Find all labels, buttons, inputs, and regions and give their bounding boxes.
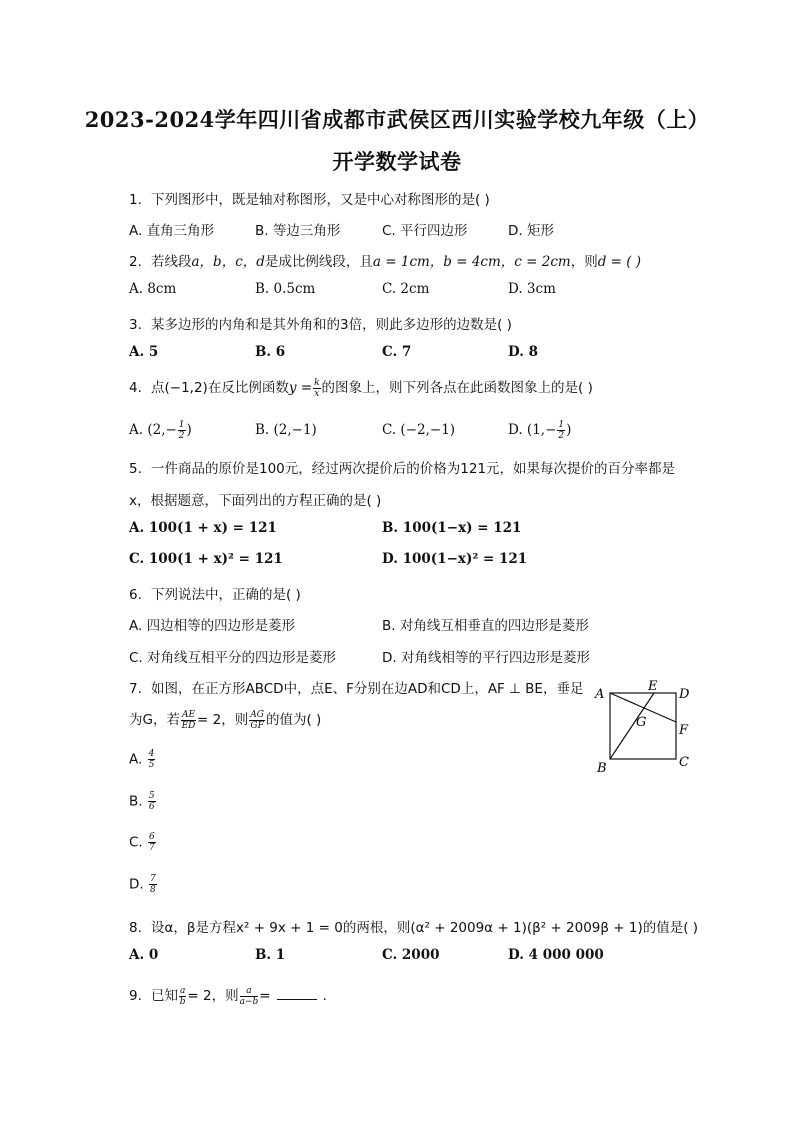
- question-text-line1: 一件商品的原价是100元，经过两次提价后的价格为121元，如果每次提价的百分率都是: [151, 461, 676, 477]
- question-text: 某多边形的内角和是其外角和的3倍，则此多边形的边数是( ): [151, 317, 512, 333]
- question-text-mid: 是成比例线段，且: [264, 254, 373, 270]
- q6-option-c[interactable]: C. 对角线互相平分的四边形是菱形: [129, 650, 337, 666]
- question-7-line2: 为G，若 $\frac{AE}{ED}$ = 2，则 $\frac{AG}{GF}$ 的值为( ): [129, 709, 322, 731]
- q7-option-a[interactable]: A. $\frac{4}{5}$: [129, 749, 155, 770]
- question-number: 8.: [129, 920, 142, 936]
- question-text-line1: 如图，在正方形ABCD中，点E、F分别在边AD和CD上，AF ⊥ BE，垂足: [151, 681, 584, 697]
- fraction-a-over-a-minus-b: $\frac{a}{a-b}$: [239, 985, 259, 1007]
- q2-option-c[interactable]: C. 2cm: [382, 281, 430, 297]
- q1-option-c[interactable]: C. 平行四边形: [382, 223, 468, 239]
- q7-option-b[interactable]: B. $\frac{5}{6}$: [129, 791, 155, 812]
- q1-option-d[interactable]: D. 矩形: [508, 223, 554, 239]
- question-6: [129, 583, 301, 603]
- question-text-post: 的图象上，则下列各点在此函数图象上的是( ): [321, 380, 593, 396]
- q3-option-c[interactable]: C. 7: [382, 344, 412, 360]
- q5-option-d[interactable]: D. 100(1−x)² = 121: [382, 551, 528, 567]
- q5-option-c[interactable]: C. 100(1 + x)² = 121: [129, 551, 283, 567]
- question-number: 3.: [129, 317, 142, 333]
- q8-option-b[interactable]: B. 1: [255, 947, 286, 963]
- q2-option-b[interactable]: B. 0.5cm: [255, 281, 316, 297]
- fraction-k-over-x: $\frac{k}{x}$: [314, 377, 320, 399]
- question-text-post: ，则: [570, 254, 598, 270]
- function-expression: y =: [288, 380, 313, 396]
- q6-option-b[interactable]: B. 对角线互相垂直的四边形是菱形: [382, 618, 589, 634]
- q8-option-a[interactable]: A. 0: [129, 947, 159, 963]
- question-number: 1.: [129, 192, 142, 208]
- question-text: 设α，β是方程x² + 9x + 1 = 0的两根，则(α² + 2009α + 1)(β² + 2009β + 1)的值是( ): [151, 920, 699, 936]
- question-number: 9.: [129, 988, 142, 1004]
- q4-option-a[interactable]: A. (2,− $\frac{1}{2}$ ): [129, 420, 192, 441]
- exam-title-line1: 2023-2024学年四川省成都市武侯区西川实验学校九年级（上）: [84, 107, 710, 132]
- question-vars: a，b，c，d: [191, 254, 265, 270]
- label-d: D: [679, 687, 690, 702]
- q5-option-a[interactable]: A. 100(1 + x) = 121: [129, 520, 277, 536]
- q4-option-b[interactable]: B. (2,−1): [255, 422, 317, 438]
- question-ask: d = ( ): [597, 254, 642, 270]
- label-g: G: [636, 715, 647, 730]
- q6-option-a[interactable]: A. 四边相等的四边形是菱形: [129, 618, 296, 634]
- q8-option-d[interactable]: D. 4 000 000: [508, 947, 604, 963]
- q7-option-d[interactable]: D. $\frac{7}{8}$: [129, 874, 156, 895]
- q4-option-c[interactable]: C. (−2,−1): [382, 422, 456, 438]
- label-f: F: [679, 723, 689, 738]
- label-c: C: [679, 755, 689, 770]
- question-9: 9. 已知 $\frac{a}{b}$ = 2，则 $\frac{a}{a-b}$ = .: [129, 985, 327, 1007]
- q2-option-a[interactable]: A. 8cm: [129, 281, 177, 297]
- q7-option-c[interactable]: C. $\frac{6}{7}$: [129, 832, 155, 853]
- question-4: [129, 376, 593, 399]
- square-abcd-figure: [590, 680, 720, 780]
- question-7: [129, 677, 583, 697]
- question-text-pre: 点(−1,2)在反比例函数: [151, 380, 289, 396]
- fraction-a-over-b: $\frac{a}{b}$: [179, 985, 186, 1007]
- question-number: 4.: [129, 380, 142, 396]
- question-text: 下列图形中，既是轴对称图形，又是中心对称图形的是( ): [151, 192, 490, 208]
- exam-title-line2: 开学数学试卷: [332, 149, 462, 174]
- question-text-pre: 若线段: [151, 254, 192, 270]
- fraction-ae-ed: $\frac{AE}{ED}$: [181, 709, 196, 731]
- question-number: 7.: [129, 681, 142, 697]
- fraction-ag-gf: $\frac{AG}{GF}$: [250, 709, 264, 731]
- question-2: [129, 250, 641, 270]
- question-number: 2.: [129, 254, 142, 270]
- q1-option-b[interactable]: B. 等边三角形: [255, 223, 341, 239]
- label-a: A: [595, 687, 605, 702]
- question-text: 下列说法中，正确的是( ): [151, 587, 301, 603]
- q2-option-d[interactable]: D. 3cm: [508, 281, 556, 297]
- label-e: E: [648, 680, 658, 694]
- q3-option-a[interactable]: A. 5: [129, 344, 159, 360]
- question-8: [129, 916, 698, 936]
- question-number: 5.: [129, 461, 142, 477]
- question-1: [129, 188, 490, 208]
- q4-option-d[interactable]: D. (1,− $\frac{1}{2}$ ): [508, 420, 572, 441]
- q8-option-c[interactable]: C. 2000: [382, 947, 440, 963]
- q3-option-b[interactable]: B. 6: [255, 344, 286, 360]
- question-number: 6.: [129, 587, 142, 603]
- q5-option-b[interactable]: B. 100(1−x) = 121: [382, 520, 522, 536]
- question-5: [129, 457, 675, 477]
- q1-option-a[interactable]: A. 直角三角形: [129, 223, 215, 239]
- q6-option-d[interactable]: D. 对角线相等的平行四边形是菱形: [382, 650, 590, 666]
- label-b: B: [597, 761, 607, 776]
- q3-option-d[interactable]: D. 8: [508, 344, 539, 360]
- answer-blank[interactable]: [277, 999, 317, 1000]
- question-3: [129, 313, 512, 333]
- question-5-line2: x，根据题意，下面列出的方程正确的是( ): [129, 493, 382, 509]
- question-condition: a = 1cm，b = 4cm，c = 2cm: [372, 254, 571, 270]
